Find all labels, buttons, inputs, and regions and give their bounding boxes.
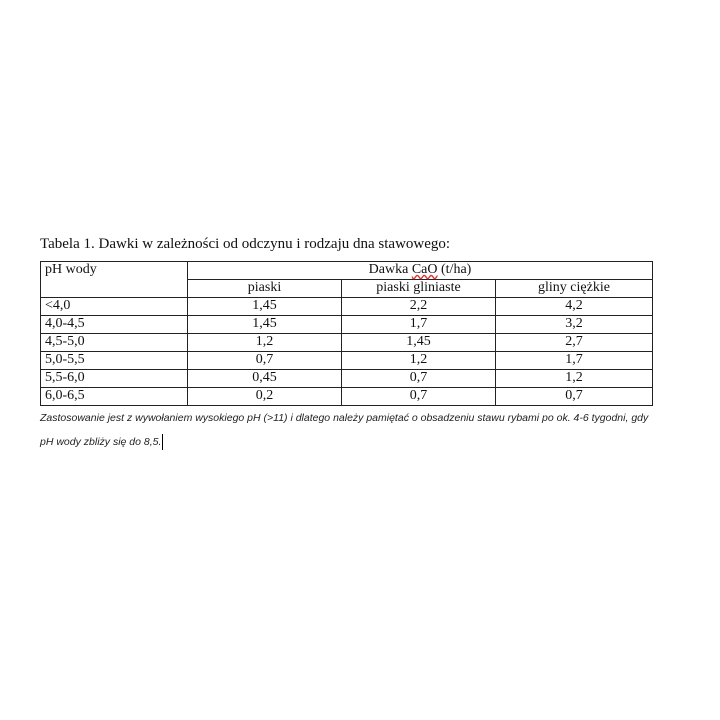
text-cursor: [162, 434, 163, 450]
table-row: [41, 352, 653, 370]
table-row: [41, 298, 653, 316]
table-row: [41, 334, 653, 352]
dose-cell: 1,45: [188, 298, 342, 316]
dose-cell: 0,7: [496, 388, 653, 406]
dose-table: [40, 261, 653, 406]
dose-cell: 3,2: [496, 316, 653, 334]
table-row: [41, 316, 653, 334]
dose-cell: 0,7: [342, 370, 496, 388]
dose-cell: 2,2: [342, 298, 496, 316]
dose-header-suffix: (t/ha): [437, 262, 472, 277]
table-row: [41, 370, 653, 388]
dose-cell: 1,2: [188, 334, 342, 352]
dose-cell: 1,7: [496, 352, 653, 370]
footnote-text: Zastosowanie jest z wywołaniem wysokiego pH (>11) i dlatego należy pamiętać o obsadzeniu stawu rybami po ok. 4-6 tygodni, gdy pH wody zbliży się do 8,5.: [40, 412, 649, 448]
document: [40, 236, 660, 454]
dose-cell: 4,2: [496, 298, 653, 316]
dose-cell: 0,45: [188, 370, 342, 388]
dose-cell: 2,7: [496, 334, 653, 352]
ph-cell: <4,0: [41, 298, 188, 316]
table-caption: Tabela 1. Dawki w zależności od odczynu i rodzaju dna stawowego:: [40, 236, 451, 252]
dose-cell: 0,2: [188, 388, 342, 406]
dose-cell: 0,7: [188, 352, 342, 370]
dose-cell: 1,45: [342, 334, 496, 352]
subheader-piaski: piaski: [188, 280, 342, 298]
subheader-gliny-ciezkie: gliny ciężkie: [496, 280, 653, 298]
dose-header-prefix: Dawka: [368, 262, 412, 277]
table-row: [41, 388, 653, 406]
dose-cell: 1,2: [496, 370, 653, 388]
dose-cell: 1,7: [342, 316, 496, 334]
ph-cell: 4,5-5,0: [41, 334, 188, 352]
dose-group-header: [188, 262, 653, 280]
dose-cell: 1,2: [342, 352, 496, 370]
ph-column-header: pH wody: [41, 262, 188, 298]
footnote[interactable]: [40, 406, 660, 454]
ph-cell: 4,0-4,5: [41, 316, 188, 334]
dose-cell: 1,45: [188, 316, 342, 334]
subheader-piaski-gliniaste: piaski gliniaste: [342, 280, 496, 298]
table-header-row: [41, 262, 653, 280]
cao-text: CaO: [411, 262, 438, 277]
dose-cell: 0,7: [342, 388, 496, 406]
ph-cell: 5,0-5,5: [41, 352, 188, 370]
ph-cell: 6,0-6,5: [41, 388, 188, 406]
ph-cell: 5,5-6,0: [41, 370, 188, 388]
